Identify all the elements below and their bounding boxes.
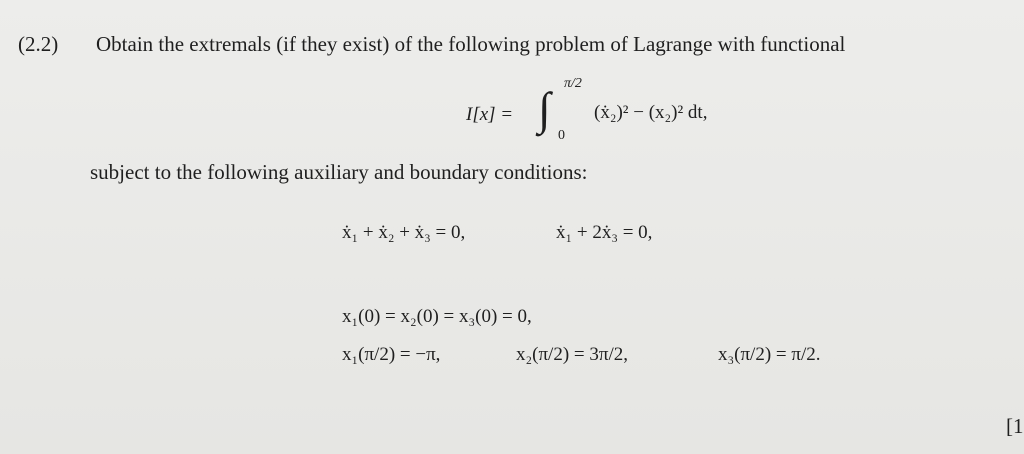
boundary-condition-2c: x₃(π/2) = π/2. (718, 344, 821, 365)
subject-text: subject to the following auxiliary and boundary conditions: (90, 160, 588, 184)
integral-upper-limit: π/2 (564, 76, 582, 91)
functional-lhs: I[x] = (466, 104, 514, 125)
boundary-condition-1: x₁(0) = x₂(0) = x₃(0) = 0, (342, 306, 532, 327)
integral-sign: ∫ (538, 83, 551, 134)
problem-intro: Obtain the extremals (if they exist) of the following problem of Lagrange with functional (96, 32, 846, 56)
boundary-condition-2a: x₁(π/2) = −π, (342, 344, 441, 365)
integrand: (ẋ₂)² − (x₂)² dt, (594, 102, 708, 123)
marks-label: [1 (1006, 414, 1024, 438)
auxiliary-condition-1: ẋ₁ + ẋ₂ + ẋ₃ = 0, (342, 222, 466, 243)
boundary-condition-2b: x₂(π/2) = 3π/2, (516, 344, 628, 365)
integral-lower-limit: 0 (558, 128, 565, 143)
problem-number: (2.2) (18, 32, 59, 56)
auxiliary-condition-2: ẋ₁ + 2ẋ₃ = 0, (556, 222, 653, 243)
